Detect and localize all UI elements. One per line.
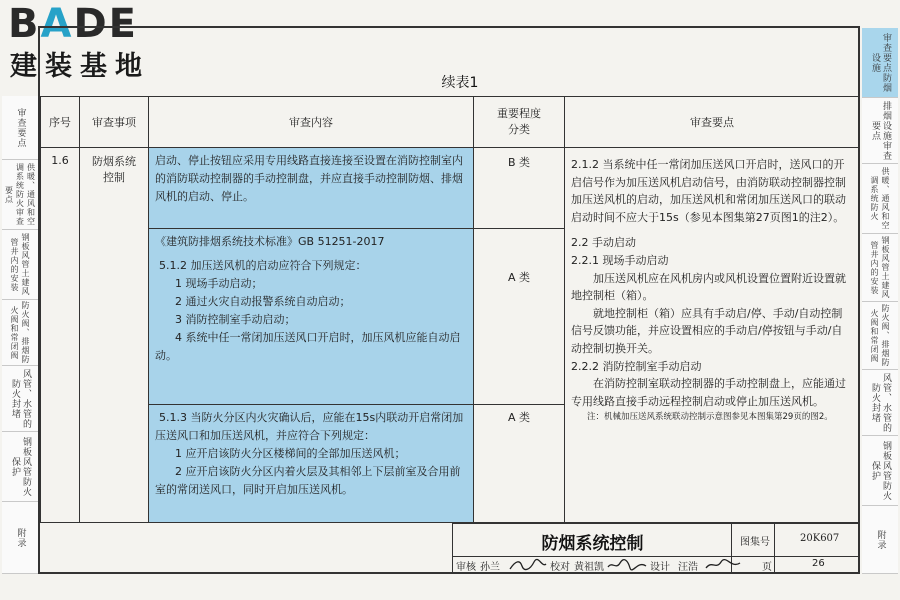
checker-signature bbox=[606, 557, 648, 571]
right-tab-active[interactable]: 审查要点防烟设施 bbox=[862, 28, 898, 98]
grade-block-3: A 类 bbox=[474, 405, 565, 523]
design-label: 设计 bbox=[650, 562, 670, 573]
clause-5-1-3: 5.1.3 当防火分区内火灾确认后，应能在15s内联动开启常闭加压送风口和加压送风机，并应符合下列规定： bbox=[155, 411, 464, 442]
clause-item: 2 应开启该防火分区内着火层及其相邻上下层前室及合用前室的常闭送风口，同时开启加压送风机。 bbox=[155, 465, 461, 496]
clause-item: 4 系统中任一常闭加压送风口开启时，加压风机应能自动启动。 bbox=[155, 331, 461, 362]
left-tab-4[interactable]: 防火阀、排烟防火阀和常闭阀 bbox=[2, 300, 38, 366]
logo-subtitle: 建装基地 bbox=[10, 51, 150, 82]
review-table bbox=[40, 96, 860, 523]
header-content: 审查内容 bbox=[149, 97, 474, 148]
header-item: 审查事项 bbox=[80, 97, 149, 148]
reviewer-signature bbox=[508, 557, 548, 571]
standard-name: 《建筑防排烟系统技术标准》GB 51251-2017 bbox=[155, 235, 385, 248]
clause-item: 1 现场手动启动； bbox=[175, 277, 263, 290]
left-tab-7[interactable]: 附录 bbox=[2, 502, 38, 574]
content-block-2 bbox=[149, 229, 474, 405]
point-2-1-2: 2.1.2 当系统中任一常闭加压送风口开启时，送风口的开启信号作为加压送风机启动信号，由消防联动控制器控制加压送风机的启动，加压送风机和常闭加压送风口的联动启动时间不应大于15s（参见本图集第27页图1的注2）。 bbox=[571, 158, 846, 224]
right-tab-4[interactable]: 钢板风管土建风管井内的安装 bbox=[862, 234, 898, 302]
logo-letter-a: A bbox=[40, 1, 74, 47]
clause-item: 1 应开启该防火分区楼梯间的全部加压送风机； bbox=[175, 447, 406, 460]
grade-block-2: A 类 bbox=[474, 229, 565, 405]
row-item: 防烟系统控制 bbox=[80, 148, 149, 523]
left-tab-6[interactable]: 钢板风管防火保护 bbox=[2, 432, 38, 502]
point-2-2-1-body-a: 加压送风机应在风机房内或风机设置位置附近设置就地控制柜（箱）。 bbox=[571, 271, 846, 303]
table-row bbox=[41, 148, 860, 229]
review-points bbox=[565, 148, 860, 523]
left-tab-3[interactable]: 钢板风管土建风管井内的安装 bbox=[2, 230, 38, 300]
left-tab-2[interactable]: 供暖、通风和空调系统防火审查要点 bbox=[2, 160, 38, 230]
grade-block-1: B 类 bbox=[474, 148, 565, 229]
drawing-title: 防烟系统控制 bbox=[452, 523, 732, 558]
point-2-2-1-body-b: 就地控制柜（箱）应具有手动启/停、手动/自动控制信号反馈功能，并应设置相应的手动启/停按钮与手动/自动控制切换开关。 bbox=[571, 306, 843, 355]
content-block-1: 启动、停止按钮应采用专用线路直接连接至设置在消防控制室内的消防联动控制器的手动控制盘，并应直接手动控制防烟、排烟风机的启动、停止。 bbox=[149, 148, 474, 229]
left-tab-5[interactable]: 风管、水管的防火封堵 bbox=[2, 366, 38, 432]
atlas-number: 20K607 bbox=[800, 533, 840, 544]
page-number: 26 bbox=[812, 558, 825, 569]
atlas-label: 图集号 bbox=[740, 537, 770, 548]
logo-letter-b: B bbox=[8, 1, 41, 47]
review-label: 审核 bbox=[456, 562, 476, 573]
designer-name: 汪浩 bbox=[678, 562, 698, 573]
header-grade: 重要程度分类 bbox=[474, 97, 565, 148]
point-2-2-2: 2.2.2 消防控制室手动启动 bbox=[571, 359, 702, 373]
clause-item: 2 通过火灾自动报警系统自动启动； bbox=[175, 295, 351, 308]
designer-signature bbox=[703, 557, 743, 571]
clause-item: 3 消防控制室手动启动； bbox=[175, 313, 296, 326]
check-label: 校对 bbox=[550, 562, 570, 573]
title-block-vline bbox=[774, 523, 775, 572]
right-tab-3[interactable]: 供暖、通风和空调系统防火 bbox=[862, 164, 898, 234]
point-2-2-2-body: 在消防控制室联动控制器的手动控制盘上，应能通过专用线路直接手动远程控制启动或停止加压送风机。 bbox=[571, 377, 846, 408]
logo-letter-e: E bbox=[108, 1, 138, 47]
right-tab-8[interactable]: 附录 bbox=[862, 506, 898, 574]
page-label: 页 bbox=[762, 562, 772, 573]
left-tab-1[interactable]: 审查要点 bbox=[2, 96, 38, 160]
reviewer-name: 孙兰 bbox=[480, 562, 500, 573]
right-tab-7[interactable]: 钢板风管防火保护 bbox=[862, 436, 898, 506]
header-points: 审查要点 bbox=[565, 97, 860, 148]
logo-letter-d: D bbox=[73, 1, 109, 47]
right-tab-6[interactable]: 风管、水管的防火封堵 bbox=[862, 370, 898, 436]
continued-title: 续表1 bbox=[441, 75, 479, 91]
point-2-2-1: 2.2.1 现场手动启动 bbox=[571, 253, 669, 267]
header-no: 序号 bbox=[41, 97, 80, 148]
clause-5-1-2: 5.1.2 加压送风机的启动应符合下列规定： bbox=[159, 259, 367, 272]
point-note: 注：机械加压送风系统联动控制示意图参见本图集第29页的图2。 bbox=[587, 412, 833, 423]
point-2-2: 2.2 手动启动 bbox=[571, 236, 636, 250]
content-block-3 bbox=[149, 405, 474, 523]
table-header-row bbox=[41, 97, 860, 148]
row-number: 1.6 bbox=[41, 148, 80, 523]
checker-name: 黄祖凯 bbox=[574, 562, 604, 573]
right-tab-5[interactable]: 防火阀、排烟防火阀和常闭阀 bbox=[862, 302, 898, 370]
right-tab-2[interactable]: 排烟设施审查要点 bbox=[862, 98, 898, 164]
